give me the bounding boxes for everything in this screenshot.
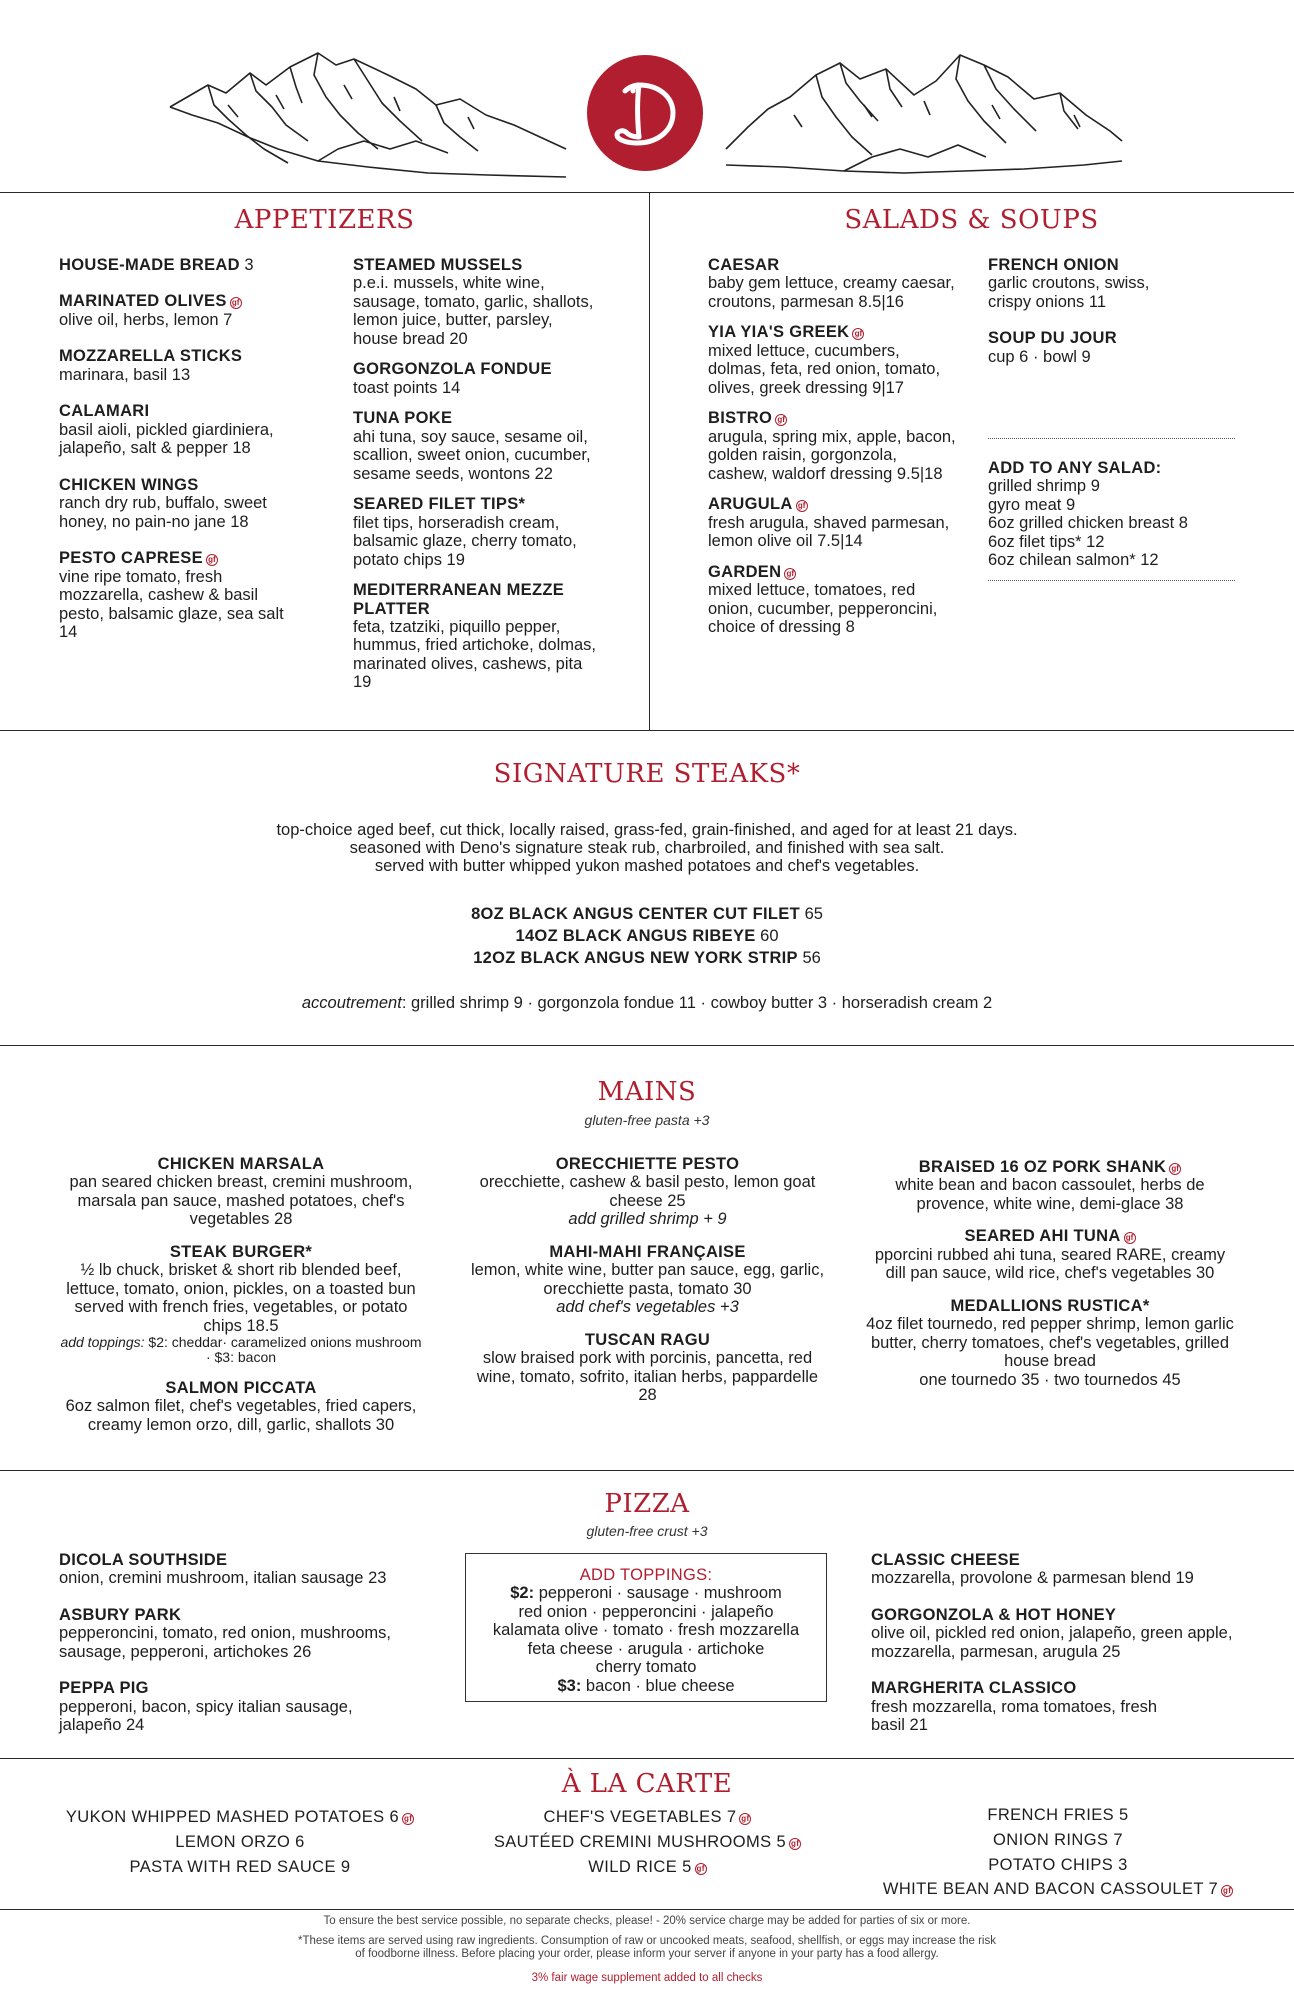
footer-raw-warning: *These items are served using raw ingredients. Consumption of raw or uncooked meats, seafood, shellfish, or eggs may increase the risk — [297, 1935, 996, 1947]
item-description: ranch dry rub, buffalo, sweet honey, no pain-no jane 18 — [59, 494, 267, 531]
item-price: 3 — [244, 256, 254, 274]
item-name: STEAK BURGER* — [169, 1242, 313, 1261]
item-name: MAHI-MAHI FRANÇAISE — [549, 1242, 746, 1261]
item-description: 6oz salmon filet, chef's vegetables, fried capers, creamy lemon orzo, dill, garlic, shallots 30 — [65, 1397, 417, 1434]
item-description: pporcini rubbed ahi tuna, seared RARE, creamy dill pan sauce, wild rice, chef's vegetables 30 — [874, 1245, 1226, 1283]
add-to-salad-option: gyro meat 9 — [988, 495, 1076, 514]
add-to-salad-option: 6oz filet tips* 12 — [988, 532, 1105, 551]
item-description: slow braised pork with porcinis, pancetta, red wine, tomato, sofrito, italian herbs, pappardelle 28 — [476, 1349, 819, 1405]
side-item — [470, 1805, 825, 1830]
mains-subtitle: gluten-free pasta +3 — [584, 1112, 710, 1128]
item-description: arugula, spring mix, apple, bacon, golden raisin, gorgonzola, cashew, waldorf dressing 9.5|18 — [708, 427, 956, 483]
item-description: filet tips, horseradish cream, balsamic glaze, cherry tomato, potato chips 19 — [353, 513, 577, 569]
item-name: SEARED FILET TIPS* — [353, 495, 526, 514]
menu-item — [59, 347, 314, 384]
side-item — [60, 1855, 420, 1880]
item-name: CALAMARI — [59, 402, 150, 421]
steaks-description — [0, 822, 1294, 875]
menu-item — [988, 329, 1238, 366]
item-description: fresh arugula, shaved parmesan, lemon olive oil 7.5|14 — [708, 513, 950, 551]
toppings-line: cherry tomato — [595, 1658, 697, 1677]
toppings-line — [466, 1677, 826, 1695]
item-description: ½ lb chuck, brisket & short rib blended beef, lettuce, tomato, onion, pickles, on a toasted bun served with french fries, vegetables, or potato chips 18.5 — [66, 1261, 416, 1335]
add-to-salad — [988, 459, 1238, 570]
steak-item — [0, 904, 1294, 926]
item-name: MEDITERRANEAN MEZZE PLATTER — [353, 581, 565, 618]
toppings-price-label: $3: — [557, 1676, 582, 1695]
steak-price: 60 — [760, 926, 779, 945]
gluten-free-icon: gf — [775, 414, 787, 426]
steaks-description-line: top-choice aged beef, cut thick, locally raised, grass-fed, grain-finished, and aged for at least 21 days. — [276, 821, 1018, 839]
steak-item — [0, 926, 1294, 948]
menu-header — [0, 0, 1294, 192]
steak-name: 14OZ BLACK ANGUS RIBEYE — [515, 926, 756, 945]
menu-item — [59, 476, 314, 531]
item-name: DICOLA SOUTHSIDE — [59, 1551, 228, 1569]
divider-steaks-bottom — [0, 1045, 1294, 1046]
alacarte-column-3 — [868, 1803, 1248, 1902]
item-description: cup 6 · bowl 9 — [988, 347, 1091, 366]
appetizers-right-column — [353, 256, 598, 704]
toppings-title: ADD TOPPINGS: — [579, 1566, 713, 1584]
add-to-salad-option: grilled shrimp 9 — [988, 477, 1100, 496]
item-description: white bean and bacon cassoulet, herbs de provence, white wine, demi-glace 38 — [895, 1176, 1205, 1213]
alacarte-title: À LA CARTE — [561, 1769, 733, 1799]
toppings-price-label: $2: — [510, 1584, 535, 1603]
menu-item — [353, 409, 598, 483]
add-to-salad-title: ADD TO ANY SALAD: — [988, 459, 1162, 477]
salads-left-column — [708, 256, 958, 648]
side-name: WILD RICE 5 — [588, 1857, 692, 1876]
menu-item — [59, 402, 314, 457]
item-name: HOUSE-MADE BREAD — [59, 256, 240, 274]
side-item — [868, 1828, 1248, 1853]
menu-item — [871, 1551, 1251, 1588]
item-description: mozzarella, provolone & parmesan blend 19 — [871, 1569, 1194, 1588]
menu-item — [59, 1679, 439, 1734]
item-description: baby gem lettuce, creamy caesar, croutons, parmesan 8.5|16 — [708, 274, 955, 311]
footer-service-note: To ensure the best service possible, no separate checks, please! - 20% service charge may be added for parties of six or more. — [323, 1915, 971, 1927]
menu-item — [708, 495, 958, 550]
item-name: GORGONZOLA & HOT HONEY — [871, 1605, 1117, 1624]
toppings-line: red onion · pepperoncini · jalapeño — [518, 1602, 774, 1621]
side-item — [868, 1853, 1248, 1878]
item-description: lemon, white wine, butter pan sauce, egg, garlic, orecchiette pasta, tomato 30 — [470, 1261, 825, 1298]
dotted-divider — [988, 580, 1235, 581]
item-description: basil aioli, pickled giardiniera, jalapeño, salt & pepper 18 — [59, 420, 274, 458]
item-name: GARDEN — [708, 562, 782, 581]
item-description: marinara, basil 13 — [59, 365, 191, 384]
gluten-free-icon: gf — [796, 500, 808, 512]
item-name: CAESAR — [708, 256, 780, 274]
side-item — [470, 1830, 825, 1855]
menu-item — [59, 549, 314, 641]
item-description: fresh mozzarella, roma tomatoes, fresh basil 21 — [871, 1697, 1158, 1735]
menu-item — [988, 256, 1238, 311]
item-description: mixed lettuce, tomatoes, red onion, cucumber, pepperoncini, choice of dressing 8 — [708, 581, 938, 636]
menu-item — [59, 292, 314, 329]
menu-item — [708, 563, 958, 637]
menu-item — [353, 495, 598, 569]
divider-appetizers-bottom — [0, 730, 1294, 731]
side-name: PASTA WITH RED SAUCE 9 — [129, 1857, 351, 1876]
divider-alacarte-bottom — [0, 1909, 1294, 1910]
side-name: POTATO CHIPS 3 — [988, 1855, 1128, 1874]
gluten-free-icon: gf — [1124, 1232, 1136, 1244]
item-name: MOZZARELLA STICKS — [59, 347, 243, 366]
steaks-list — [0, 904, 1294, 970]
divider-pizza-bottom — [0, 1758, 1294, 1759]
add-to-salad-option: 6oz chilean salmon* 12 — [988, 551, 1159, 570]
side-name: FRENCH FRIES 5 — [987, 1806, 1129, 1824]
mains-column-1 — [60, 1155, 422, 1448]
side-item — [60, 1805, 420, 1830]
add-toppings-text: $2: cheddar· caramelized onions mushroom · $3: bacon — [144, 1334, 422, 1365]
menu-item — [353, 581, 598, 692]
menu-item — [470, 1155, 825, 1229]
footer-allergy-note: of foodborne illness. Before placing your order, please inform your server if anyone in your party has a food allergy. — [355, 1948, 939, 1960]
item-name: CLASSIC CHEESE — [871, 1551, 1021, 1569]
item-extra: add chef's vegetables +3 — [556, 1298, 739, 1317]
divider-vertical — [649, 192, 650, 730]
item-name: ORECCHIETTE PESTO — [555, 1155, 740, 1173]
item-price: one tournedo 35 · two tournedos 45 — [919, 1370, 1181, 1389]
item-description: orecchiette, cashew & basil pesto, lemon goat cheese 25 — [479, 1173, 816, 1210]
steaks-title: SIGNATURE STEAKS* — [493, 759, 801, 789]
menu-item — [59, 1551, 439, 1588]
item-name: TUNA POKE — [353, 409, 453, 428]
gluten-free-icon: gf — [696, 1863, 705, 1873]
menu-item — [60, 1379, 422, 1434]
gluten-free-icon: gf — [1169, 1163, 1181, 1175]
item-name: BISTRO — [708, 409, 773, 428]
menu-item — [470, 1243, 825, 1317]
side-name: YUKON WHIPPED MASHED POTATOES 6 — [65, 1808, 400, 1826]
toppings-line: feta cheese · arugula · artichoke — [527, 1639, 765, 1658]
mains-column-3 — [865, 1158, 1235, 1403]
item-name: YIA YIA'S GREEK — [708, 323, 850, 342]
item-description: 4oz filet tournedo, red pepper shrimp, lemon garlic butter, cherry tomatoes, chef's vegetables, grilled house bread — [866, 1315, 1234, 1371]
side-item — [470, 1855, 825, 1880]
item-description: pepperoni, bacon, spicy italian sausage, jalapeño 24 — [59, 1697, 353, 1735]
toppings-line — [466, 1584, 826, 1602]
appetizers-left-column — [59, 256, 314, 660]
alacarte-column-1 — [60, 1805, 420, 1879]
item-name: GORGONZOLA FONDUE — [353, 360, 552, 379]
item-description: pan seared chicken breast, cremini mushroom, marsala pan sauce, mashed potatoes, chef's vegetables 28 — [69, 1173, 413, 1229]
side-name: WHITE BEAN AND BACON CASSOULET 7 — [882, 1880, 1219, 1899]
menu-item — [865, 1227, 1235, 1282]
menu-item — [60, 1243, 422, 1365]
side-item — [868, 1877, 1248, 1902]
item-description: toast points 14 — [353, 378, 461, 397]
item-name: ARUGULA — [708, 495, 793, 514]
menu-item — [865, 1297, 1235, 1389]
item-description: feta, tzatziki, piquillo pepper, hummus, fried artichoke, dolmas, marinated olives, cashews, pita 19 — [353, 617, 597, 692]
toppings-text: pepperoni · sausage · mushroom — [534, 1584, 782, 1603]
item-description: onion, cremini mushroom, italian sausage 23 — [59, 1569, 387, 1588]
gluten-free-icon: gf — [741, 1814, 750, 1823]
divider-mains-bottom — [0, 1470, 1294, 1471]
appetizers-title: APPETIZERS — [234, 205, 415, 235]
steak-price: 65 — [804, 905, 823, 923]
pizza-title: PIZZA — [604, 1489, 690, 1519]
gluten-free-icon: gf — [852, 328, 864, 340]
item-name: FRENCH ONION — [988, 256, 1120, 274]
menu-item — [353, 360, 598, 397]
salads-soups-title: SALADS & SOUPS — [844, 205, 1099, 235]
menu-item — [871, 1606, 1251, 1661]
item-description: pepperoncini, tomato, red onion, mushrooms, sausage, pepperoni, artichokes 26 — [59, 1624, 392, 1661]
mains-title: MAINS — [597, 1077, 697, 1107]
menu-item — [60, 1155, 422, 1229]
item-extra: add grilled shrimp + 9 — [568, 1210, 727, 1229]
pizza-left-column — [59, 1551, 439, 1753]
pizza-subtitle: gluten-free crust +3 — [586, 1523, 708, 1539]
toppings-line: kalamata olive · tomato · fresh mozzarella — [492, 1621, 800, 1640]
pizza-toppings-box — [465, 1553, 827, 1702]
add-toppings-label: add toppings: — [60, 1334, 145, 1351]
item-name: BRAISED 16 OZ PORK SHANK — [918, 1158, 1167, 1176]
item-name: PESTO CAPRESE — [59, 549, 203, 568]
steaks-description-line: served with butter whipped yukon mashed potatoes and chef's vegetables. — [374, 856, 920, 875]
menu-item — [871, 1679, 1251, 1734]
steak-name: 12OZ BLACK ANGUS NEW YORK STRIP — [473, 948, 798, 967]
steaks-description-line: seasoned with Deno's signature steak rub, charbroiled, and finished with sea salt. — [349, 838, 945, 857]
accoutrement-line — [0, 994, 1294, 1012]
mains-column-2 — [470, 1155, 825, 1419]
menu-item — [353, 256, 598, 348]
item-name: SALMON PICCATA — [165, 1378, 317, 1397]
item-name: STEAMED MUSSELS — [353, 256, 523, 274]
accoutrement-label: accoutrement — [301, 994, 402, 1012]
side-item — [60, 1830, 420, 1855]
side-name: CHEF'S VEGETABLES 7 — [543, 1808, 737, 1826]
item-name: ASBURY PARK — [59, 1605, 182, 1624]
toppings-text: bacon · blue cheese — [581, 1676, 735, 1695]
steak-name: 8OZ BLACK ANGUS CENTER CUT FILET — [471, 905, 800, 923]
menu-item — [59, 256, 314, 274]
item-description: mixed lettuce, cucumbers, dolmas, feta, red onion, tomato, olives, greek dressing 9|17 — [708, 341, 941, 397]
item-description: olive oil, pickled red onion, jalapeño, green apple, mozzarella, parmesan, arugula 25 — [871, 1624, 1233, 1661]
gluten-free-icon: gf — [784, 568, 796, 580]
divider-top — [0, 192, 1294, 193]
menu-item — [865, 1158, 1235, 1213]
item-name: CHICKEN WINGS — [59, 475, 199, 494]
brand-logo — [587, 55, 703, 171]
menu-item — [59, 1606, 439, 1661]
item-description: p.e.i. mussels, white wine, sausage, tomato, garlic, shallots, lemon juice, butter, parsley, house bread 20 — [353, 274, 594, 348]
side-name: LEMON ORZO 6 — [175, 1832, 305, 1851]
item-name: CHICKEN MARSALA — [157, 1155, 325, 1173]
salads-right-column — [988, 256, 1238, 384]
add-to-salad-option: 6oz grilled chicken breast 8 — [988, 514, 1188, 533]
side-name: SAUTÉED CREMINI MUSHROOMS 5 — [493, 1832, 787, 1851]
item-extra — [60, 1335, 422, 1364]
side-name: ONION RINGS 7 — [993, 1830, 1123, 1849]
menu-item — [708, 409, 958, 483]
side-item — [868, 1803, 1248, 1828]
mountains-right-illustration — [724, 45, 1124, 185]
pizza-right-column — [871, 1551, 1251, 1753]
item-description: olive oil, herbs, lemon 7 — [59, 310, 233, 329]
item-name: TUSCAN RAGU — [584, 1330, 711, 1349]
item-name: MARINATED OLIVES — [59, 292, 227, 311]
gluten-free-icon: gf — [403, 1814, 413, 1823]
item-name: PEPPA PIG — [59, 1679, 149, 1698]
item-description: ahi tuna, soy sauce, sesame oil, scallion, sweet onion, cucumber, sesame seeds, wontons 22 — [353, 427, 591, 483]
item-description: garlic croutons, swiss, crispy onions 11 — [988, 274, 1150, 311]
gluten-free-icon: gf — [206, 554, 218, 566]
item-name: SEARED AHI TUNA — [964, 1227, 1121, 1246]
alacarte-column-2 — [470, 1805, 825, 1879]
item-name: SOUP DU JOUR — [988, 329, 1117, 348]
gluten-free-icon: gf — [1222, 1886, 1232, 1896]
menu-item — [470, 1331, 825, 1405]
menu-item — [708, 256, 958, 311]
gluten-free-icon: gf — [790, 1838, 800, 1848]
item-description: vine ripe tomato, fresh mozzarella, cashew & basil pesto, balsamic glaze, sea salt 14 — [59, 567, 284, 642]
gluten-free-icon: gf — [230, 297, 242, 309]
menu-item — [708, 323, 958, 397]
item-name: MEDALLIONS RUSTICA* — [950, 1296, 1150, 1315]
mountains-left-illustration — [168, 45, 568, 185]
footer-wage-note: 3% fair wage supplement added to all checks — [531, 1972, 763, 1984]
steak-price: 56 — [802, 948, 821, 967]
steak-item — [0, 948, 1294, 970]
accoutrement-text: : grilled shrimp 9 · gorgonzola fondue 11 · cowboy butter 3 · horseradish cream 2 — [401, 994, 993, 1012]
dotted-divider — [988, 438, 1235, 439]
item-name: MARGHERITA CLASSICO — [871, 1679, 1077, 1698]
logo-d-mark — [587, 55, 703, 171]
